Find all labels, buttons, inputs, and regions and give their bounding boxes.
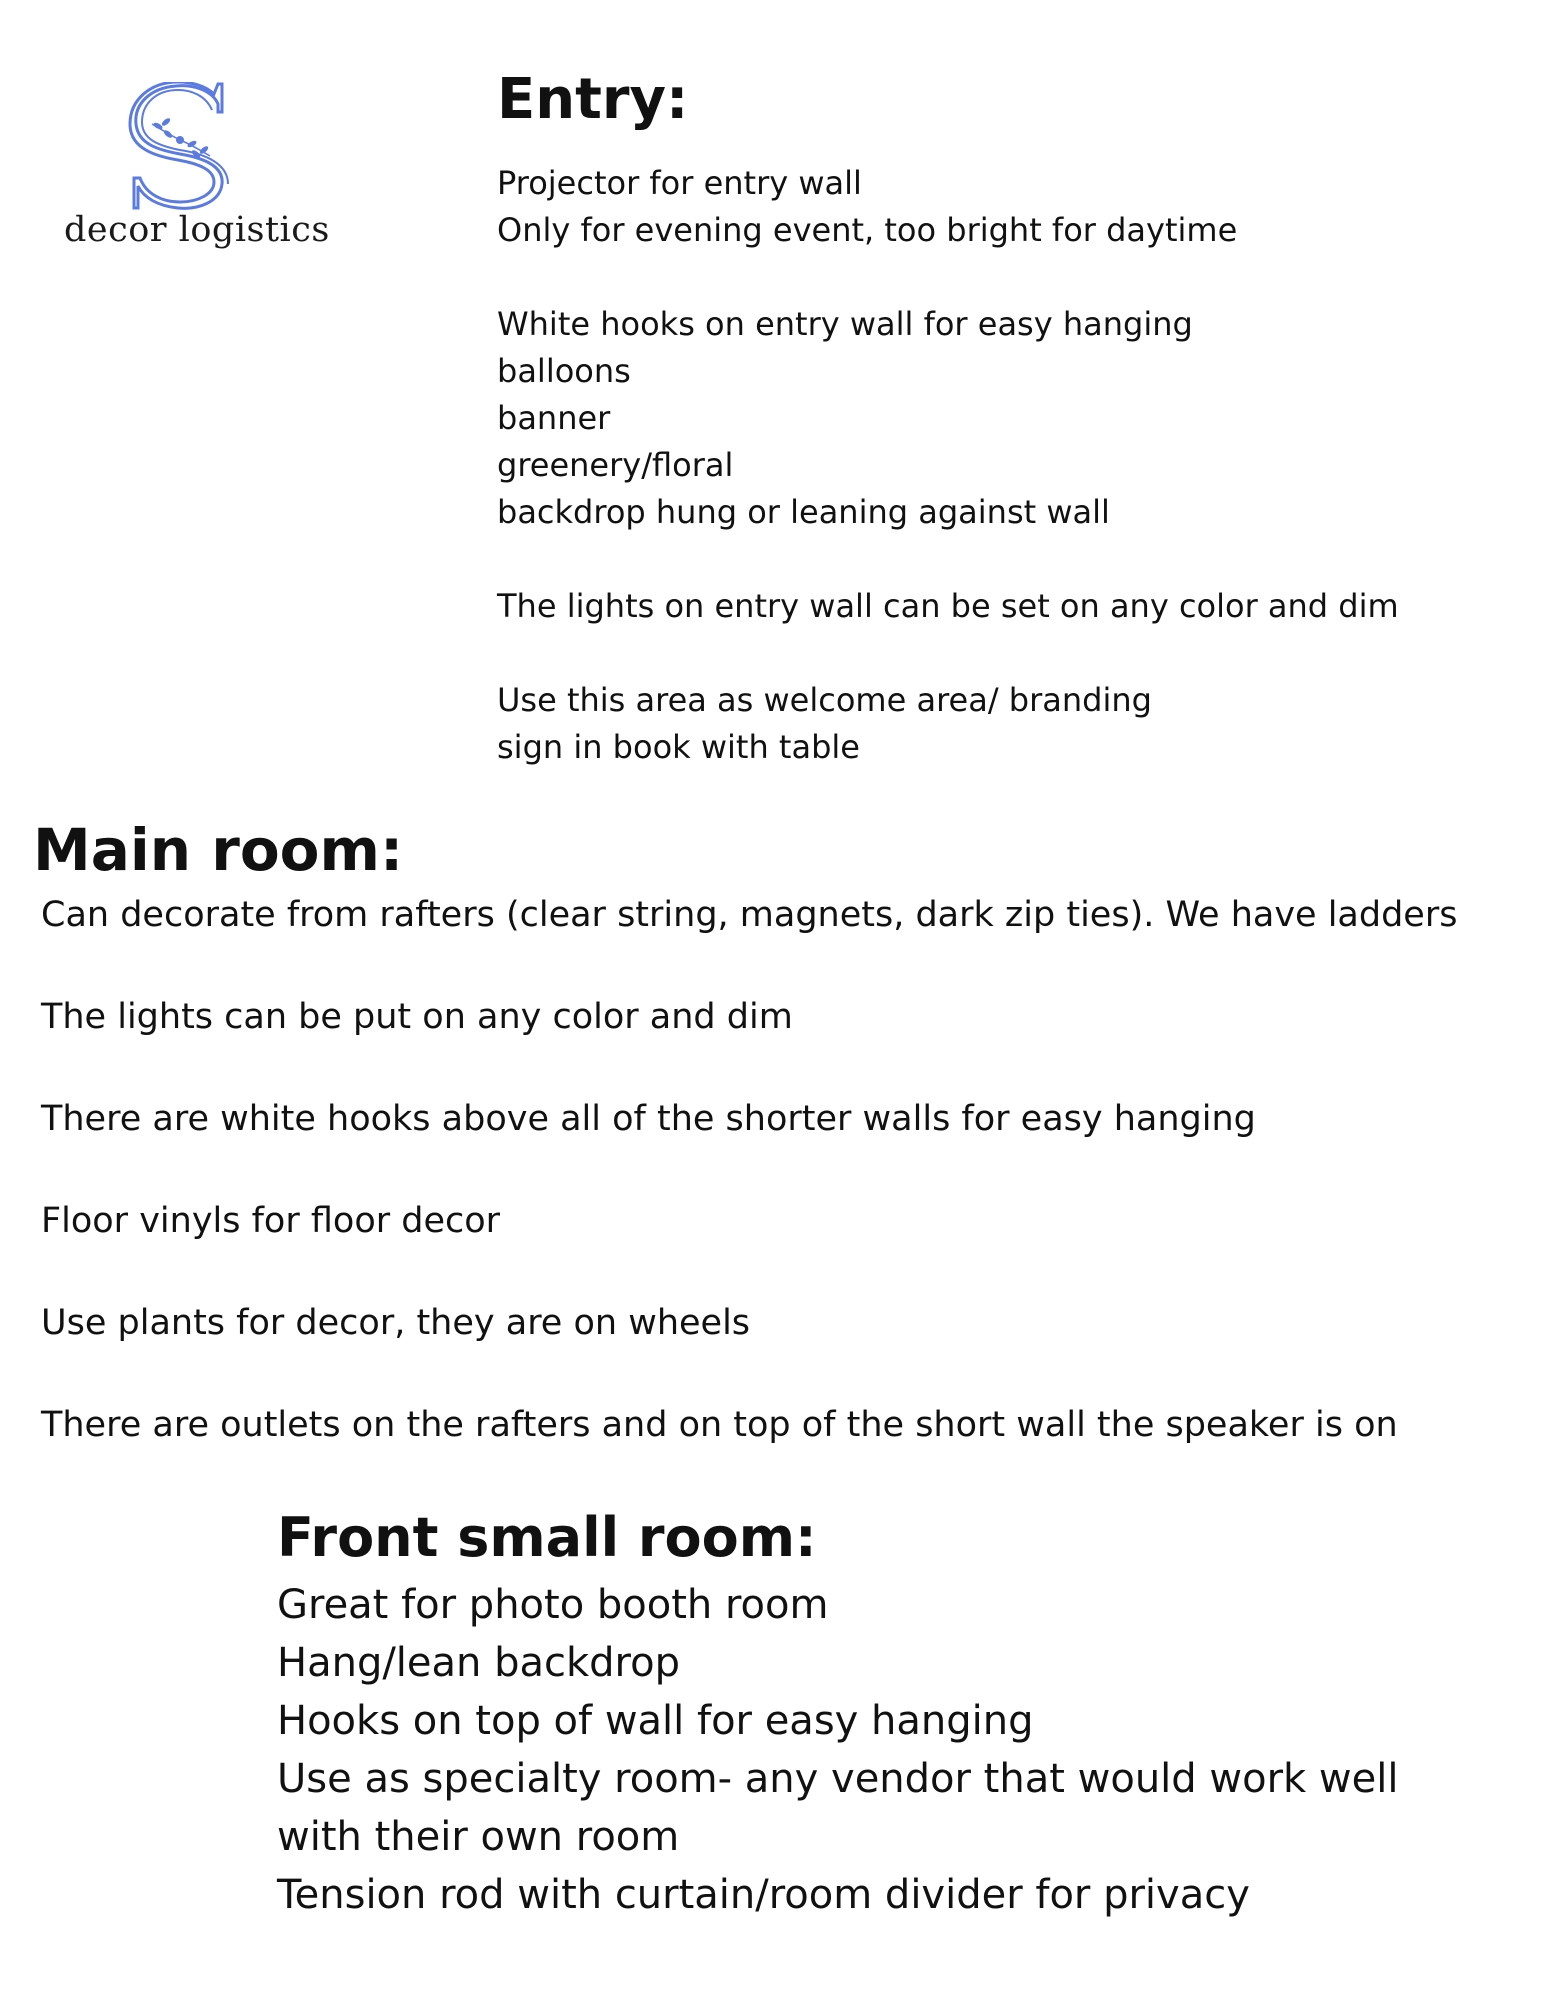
main-room-section <box>33 810 1457 1502</box>
front-small-room-note: with their own room <box>277 1814 680 1860</box>
front-small-room-note: Hooks on top of wall for easy hanging <box>277 1698 1034 1744</box>
main-room-heading: Main room: <box>33 816 404 884</box>
entry-note: sign in book with table <box>497 728 860 766</box>
entry-note <box>497 630 1399 677</box>
entry-note: White hooks on entry wall for easy hanging <box>497 305 1193 343</box>
main-room-note: Floor vinyls for floor decor <box>41 1201 501 1241</box>
main-room-notes <box>33 890 1457 1502</box>
entry-note: balloons <box>497 352 631 390</box>
entry-note: banner <box>497 399 611 437</box>
front-small-room-heading: Front small room: <box>277 1506 817 1569</box>
main-room-note: The lights can be put on any color and dim <box>41 997 793 1037</box>
front-small-room-section <box>277 1500 1398 1924</box>
entry-notes <box>497 160 1399 771</box>
main-room-note: Use plants for decor, they are on wheels <box>41 1303 751 1343</box>
entry-note <box>497 254 1399 301</box>
main-room-note: Can decorate from rafters (clear string, magnets, dark zip ties). We have ladders <box>41 895 1458 935</box>
main-room-note: There are white hooks above all of the shorter walls for easy hanging <box>41 1099 1256 1139</box>
front-small-room-note: Tension rod with curtain/room divider for privacy <box>277 1872 1250 1918</box>
entry-note: Only for evening event, too bright for daytime <box>497 211 1238 249</box>
front-small-room-note: Use as specialty room- any vendor that would work well <box>277 1756 1399 1802</box>
entry-note: Projector for entry wall <box>497 164 862 202</box>
entry-note: greenery/floral <box>497 446 734 484</box>
main-room-note: There are outlets on the rafters and on top of the short wall the speaker is on <box>41 1405 1398 1445</box>
entry-heading: Entry: <box>497 67 689 132</box>
entry-note: Use this area as welcome area/ branding <box>497 681 1152 719</box>
front-small-room-note: Hang/lean backdrop <box>277 1640 680 1686</box>
logo-wordmark: decor logistics <box>64 210 330 250</box>
decor-logistics-logo <box>58 82 330 262</box>
entry-section <box>497 60 1399 771</box>
entry-note <box>497 536 1399 583</box>
front-small-room-notes <box>277 1576 1398 1924</box>
entry-note: backdrop hung or leaning against wall <box>497 493 1110 531</box>
front-small-room-note: Great for photo booth room <box>277 1582 829 1628</box>
s-monogram-icon <box>122 82 240 212</box>
entry-note: The lights on entry wall can be set on any color and dim <box>497 587 1399 625</box>
